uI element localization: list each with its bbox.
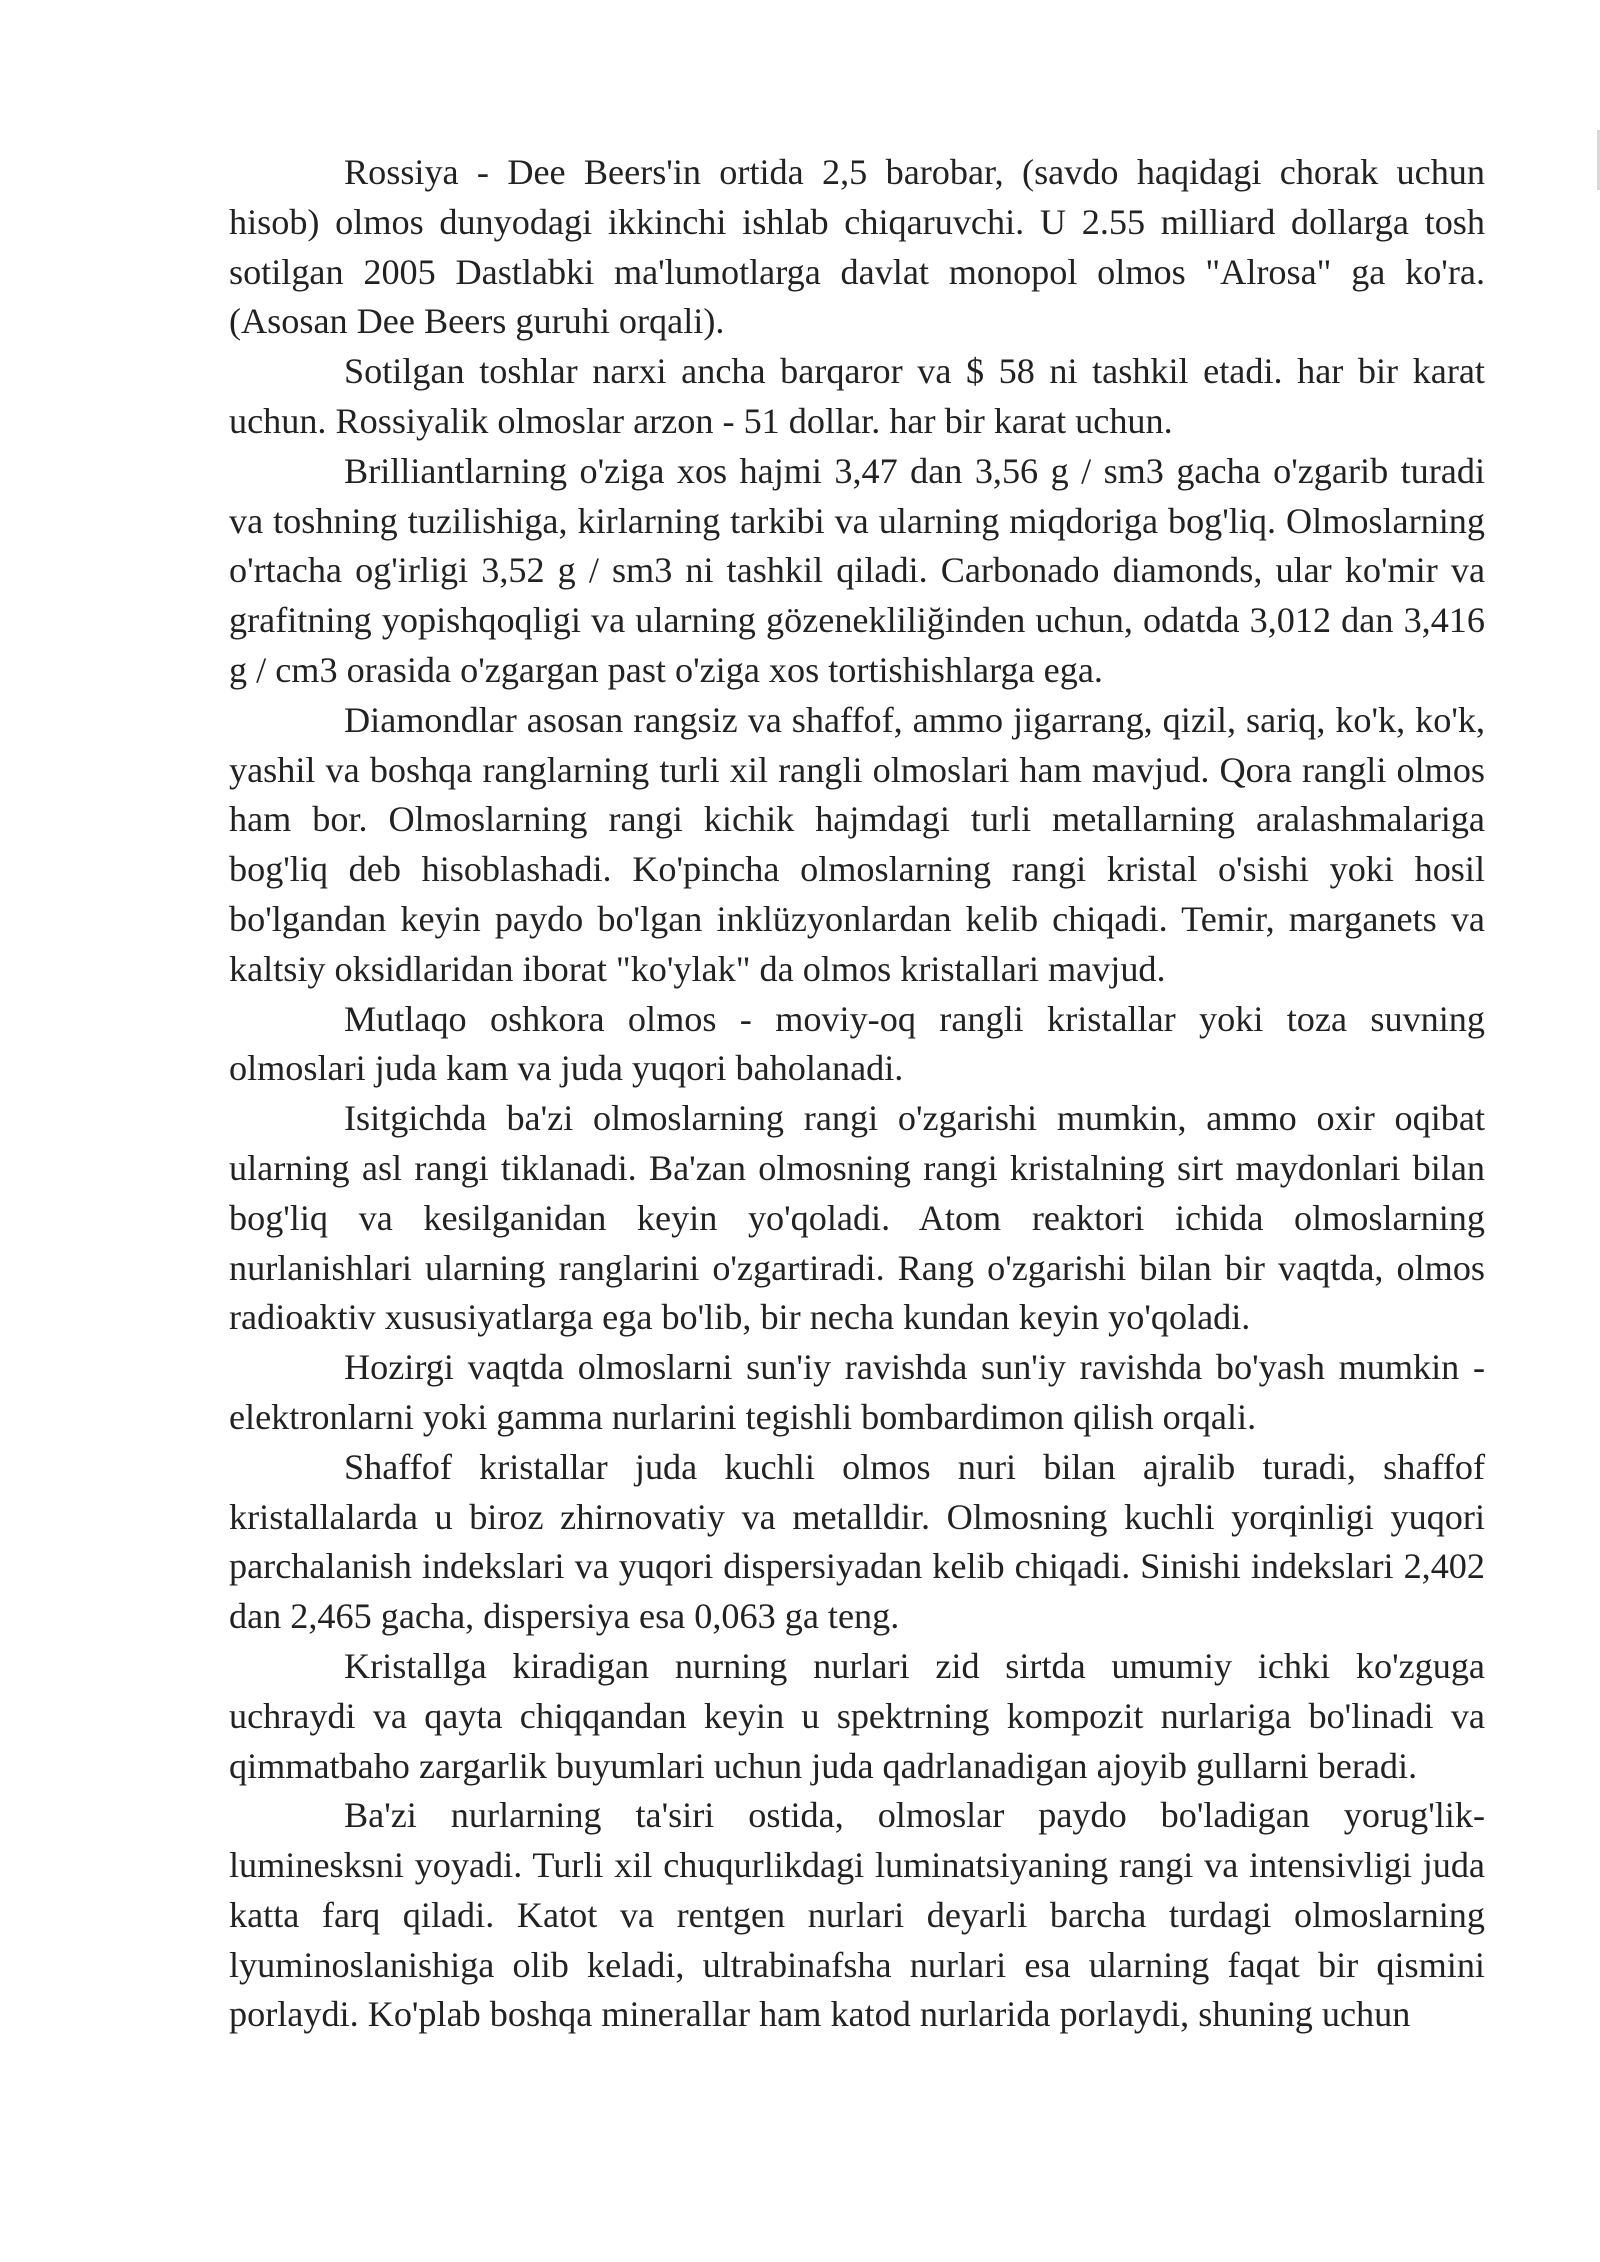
paragraph-transparent-diamonds: Mutlaqo oshkora olmos - moviy-oq rangli kristallar yoki toza suvning olmoslari juda kam va juda yuqori baholanadi. (229, 998, 1485, 1089)
paragraph-luster-refraction: Shaffof kristallar juda kuchli olmos nuri bilan ajralib turadi, shaffof kristallalarda u biroz zhirnovatiy va metalldir. Olmosning kuchli yorqinligi yuqori parchalanish indekslari va yuqori dispersiyadan kelib chiqadi. Sinishi indekslari 2,402 dan 2,465 gacha, dispersiya esa 0,063 ga teng. (229, 1446, 1485, 1637)
paragraph-russia-production: Rossiya - Dee Beers'in ortida 2,5 barobar, (savdo haqidagi chorak uchun hisob) olmos dunyodagi ikkinchi ishlab chiqaruvchi. U 2.55 milliard dollarga tosh sotilgan 2005 Dastlabki ma'lumotlarga davlat monopol olmos "Alrosa" ga ko'ra. (Asosan Dee Beers guruhi orqali). (229, 152, 1485, 342)
paragraph-artificial-coloring: Hozirgi vaqtda olmoslarni sun'iy ravishda sun'iy ravishda bo'yash mumkin - elektronlarni yoki gamma nurlarini tegishli bombardimon qilish orqali. (229, 1347, 1485, 1437)
paragraph-internal-reflection: Kristallga kiradigan nurning nurlari zid sirtda umumiy ichki ko'zguga uchraydi va qayta chiqqandan keyin u spektrning kompozit nurlariga bo'linadi va qimmatbaho zargarlik buyumlari uchun juda qadrlanadigan ajoyib gullarni beradi. (229, 1645, 1485, 1786)
paragraph-stone-prices: Sotilgan toshlar narxi ancha barqaror va $ 58 ni tashkil etadi. har bir karat uchun. Rossiyalik olmoslar arzon - 51 dollar. har bir karat uchun. (229, 351, 1485, 441)
paragraph-diamond-colors: Diamondlar asosan rangsiz va shaffof, ammo jigarrang, qizil, sariq, ko'k, ko'k, yashil va boshqa ranglarning turli xil rangli olmoslari ham mavjud. Qora rangli olmos ham bor. Olmoslarning rangi kichik hajmdagi turli metallarning aralashmalariga bog'liq deb hisoblashadi. Ko'pincha olmoslarning rangi kristal o'sishi yoki hosil bo'lgandan keyin paydo bo'lgan inklüzyonlardan kelib chiqadi. Temir, marganets va kaltsiy oksidlaridan iborat "ko'ylak" da olmos kristallari mavjud. (229, 699, 1485, 989)
paragraph-specific-gravity: Brilliantlarning o'ziga xos hajmi 3,47 dan 3,56 g / sm3 gacha o'zgarib turadi va toshning tuzilishiga, kirlarning tarkibi va ularning miqdoriga bog'liq. Olmoslarning o'rtacha og'irligi 3,52 g / sm3 ni tashkil qiladi. Carbonado diamonds, ular ko'mir va grafitning yopishqoqligi va ularning gözenekliliğinden uchun, odatda 3,012 dan 3,416 g / cm3 orasida o'zgargan past o'ziga xos tortishishlarga ega. (229, 450, 1485, 690)
paragraph-heating-color-change: Isitgichda ba'zi olmoslarning rangi o'zgarishi mumkin, ammo oxir oqibat ularning asl rangi tiklanadi. Ba'zan olmosning rangi kristalning sirt maydonlari bilan bog'liq va kesilganidan keyin yo'qoladi. Atom reaktori ichida olmoslarning nurlanishlari ularning ranglarini o'zgartiradi. Rang o'zgarishi bilan bir vaqtda, olmos radioaktiv xususiyatlarga ega bo'lib, bir necha kundan keyin yo'qoladi. (229, 1098, 1485, 1338)
paragraph-luminescence: Ba'zi nurlarning ta'siri ostida, olmoslar paydo bo'ladigan yorug'lik-luminesksni yoyadi. Turli xil chuqurlikdagi luminatsiyaning rangi va intensivligi juda katta farq qiladi. Katot va rentgen nurlari deyarli barcha turdagi olmoslarning lyuminoslanishiga olib keladi, ultrabinafsha nurlari esa ularning faqat bir qismini porlaydi. Ko'plab boshqa minerallar ham katod nurlarida porlaydi, shuning uchun (229, 1795, 1485, 2035)
document-body (229, 148, 1485, 2040)
